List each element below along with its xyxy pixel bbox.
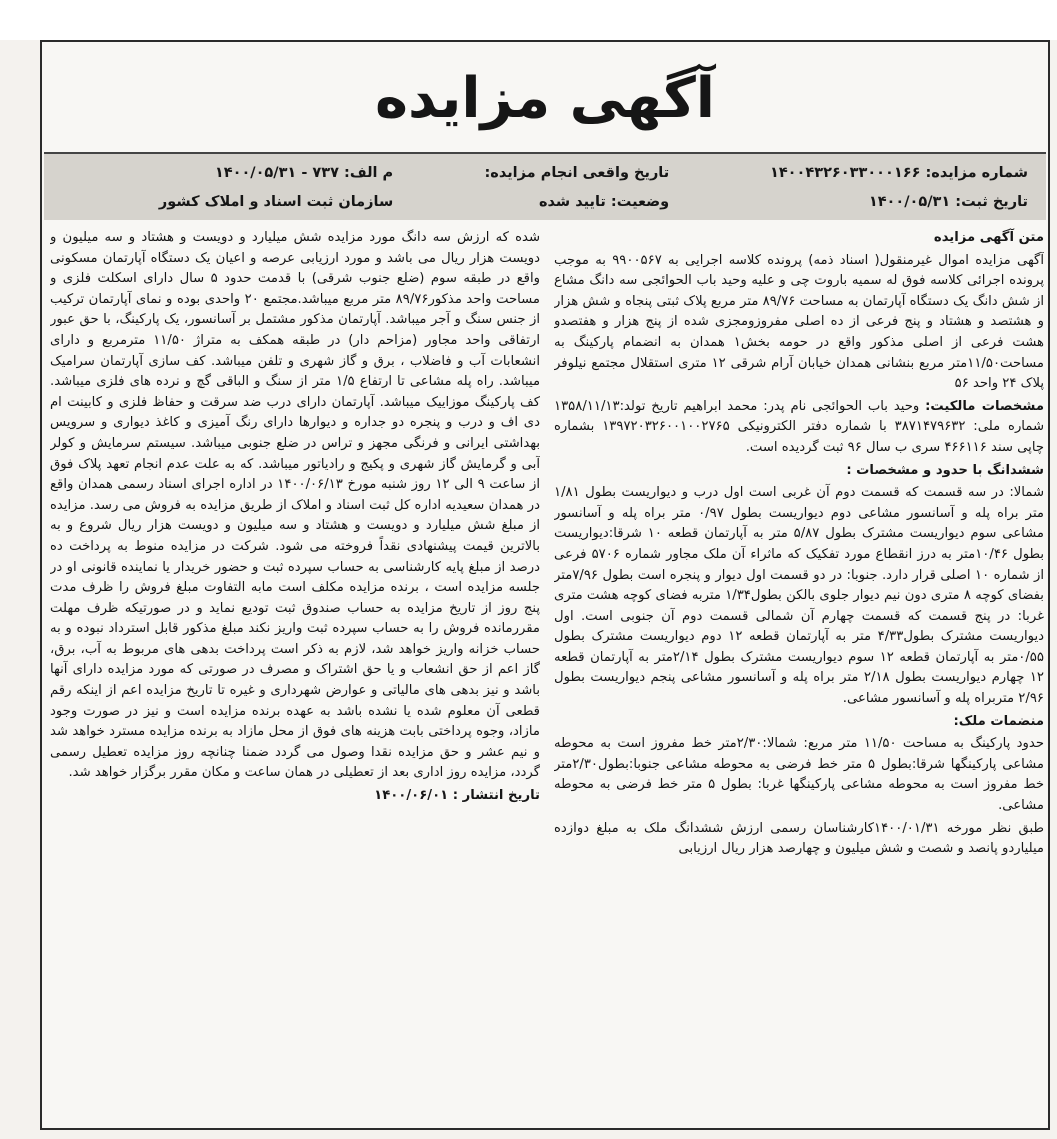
auction-number: شماره مزایده: ۱۴۰۰۴۳۲۶۰۳۳۰۰۰۱۶۶ [769, 164, 1028, 181]
owner-details: وحید باب الحوائجی نام پدر: محمد ابراهیم تاریخ تولد:۱۳۵۸/۱۱/۱۳ شماره ملی: ۳۸۷۱۴۷۹۶۳۲ با شماره دفتر الکترونیکی ۱۳۹۷۲۰۳۲۶۰۰۱۰۰۲۷۶۵ بشماره چاپی سند ۴۶۶۱۱۶ سری ب سال ۹۶ ثبت گردیده است. [554, 398, 1044, 455]
actual-date-label: تاریخ واقعی انجام مزایده: [484, 164, 670, 181]
info-cell-date-status [393, 158, 669, 216]
owner-label: مشخصات مالکیت: [925, 398, 1044, 414]
info-cell-auction [669, 158, 1028, 216]
paragraph-bounds: شمالا: در سه قسمت که قسمت دوم آن غربی است اول درب و دیواریست بطول ۱/۸۱ متر براه پله و آسانسور مشاعی دوم دیواریست بطول ۰/۹۷ متر براه پله و آسانسور مشاعی سوم دیواریست مشترک بطول ۵/۸۷ متر به آپارتمان قطعه ۱۰ شرقا:دیواریست بطول ۱۰/۴۶متر به درز انقطاع مورد تفکیک که ماثراء آن ملک مجاور شماره ۵۷۰۶ فرعی از شماره ۱۰ اصلی قرار دارد. جنوبا: در دو قسمت اول دیوار و پنجره است بطول ۷/۹۶متر بفضای کوچه ۸ متری دون نیم دیوار جلوی بالکن بطول۱/۳۴ متربه فضای کوچه هشت متری غربا: در پنج قسمت که قسمت چهارم آن شمالی قسمت دوم آن جنوبی است. اول دیواریست مشترک بطول۴/۳۳ متر به آپارتمان قطعه ۱۲ دوم دیواریست مشترک بطول ۰/۵۵متر به آپارتمان قطعه ۱۲ سوم دیواریست مشترک بطول ۲/۱۴متر به آپارتمان قطعه ۱۲ چهارم دیواریست بطول ۲/۱۸ متر براه پله و آسانسور مشاعی پنجم دیواریست بطول ۲/۹۶ متربراه پله و آسانسور مشاعی. [554, 485, 1044, 707]
page-title: آگهی مزایده [374, 65, 716, 131]
ref-code: م الف: ۷۳۷ - ۱۴۰۰/۰۵/۳۱ [214, 164, 394, 181]
notice-frame [40, 40, 1050, 1130]
info-band [44, 154, 1046, 220]
paragraph-intro: آگهی مزایده اموال غیرمنقول( اسناد ذمه) پرونده کلاسه اجرایی به ۹۹۰۰۵۶۷ به موجب پرونده اجرائی کلاسه فوق له سمیه باروت چی و علیه وحید باب الحوائجی سه دانگ مشاع از شش دانگ یک دستگاه آپارتمان به مساحت ۸۹/۷۶ متر مربع پلاک ثبتی پنجاه و شش هزار و هشتصد و هشتاد و پنج فرعی از ده اصلی مفروزومجزی شده از پنج هزار و هفتصدو هشت فرعی از اصلی مذکور واقع در حومه بخش۱ همدان به انضمام پارکینگ به مساحت۱۱/۵۰متر مربع بنشانی همدان خیابان آرام شرقی ۱۲ متری استقلال مجتمع نیلوفر پلاک ۲۴ واحد ۵۶ [554, 252, 1044, 392]
left-column [50, 228, 540, 1123]
paragraph-continued: شده که ارزش سه دانگ مورد مزایده شش میلیارد و دویست و هشتاد و سه میلیون و دویست هزار ریال می باشد و مورد ارزیابی عرصه و اعیان یک دستگاه آپارتمان مسکونی واقع در طبقه سوم (ضلع جنوب شرقی) با قدمت حدود ۵ سال دارای اسکلت فلزی و مساحت واحد مذکور۸۹/۷۶ متر مربع میباشد.مجتمع ۲۰ واحدی بوده و نمای آپارتمان ترکیب از جنس سنگ و آجر میباشد. آپارتمان مذکور مشتمل بر آسانسور، یک پارکینگ، با حق عبور ارتفاقی واحد مجاور (مزاحم دار) در طبقه همکف به متراژ ۱۱/۵۰ مترمربع و دارای انشعابات آب و فاضلاب ، برق و گاز شهری و تلفن میباشد. کف سازی آپارتمان سرامیک میباشد. راه پله مشاعی تا ارتفاع ۱/۵ متر از سنگ و الباقی گچ و نرده های فلزی میباشد. کف پارکینگ موزاییک میباشد. آپارتمان دارای درب ضد سرقت و حفاظ فلزی و کابینت ام دی اف و درب و پنجره دو جداره و دیوارها دارای رنگ آمیزی و کاغذ دیواری و سرویس بهداشتی ایرانی و فرنگی مجهز و تراس در ضلع جنوبی میباشد. سیستم سرمایش و کولر آبی و گرمایش گاز شهری و پکیج و رادیاتور میباشد. که به علت عدم انجام تعهد پلاک فوق از ساعت ۹ الی ۱۲ روز شنبه مورخ ۱۴۰۰/۰۶/۱۳ در اداره اجرای اسناد رسمی همدان واقع در همدان سعیدیه اداره کل ثبت اسناد و املاک از طریق مزایده به فروش می رسد. مزایده از مبلغ شش میلیارد و دویست و هشتاد و سه میلیون و دویست هزار ریال شروع و به بالاترین قیمت پیشنهادی نقداً فروخته می شود. شرکت در مزایده منوط به پرداخت ده درصد از مبلغ پایه کارشناسی به حساب سپرده ثبت و حضور خریدار یا نماینده قانونی او در جلسه مزایده است ، برنده مزایده مکلف است مابه التفاوت مبلغ فروش را ظرف مدت پنج روز از تاریخ مزایده به حساب صندوق ثبت تودیع نماید و در صورتیکه ظرف مهلت مقررمانده فروش را به حساب سپرده ثبت واریز نکند مبلغ مذکور قابل استرداد نبوده و به حساب خزانه واریز خواهد شد، لازم به ذکر است پرداخت بدهی های مربوط به آب، برق، گاز اعم از حق انشعاب و یا حق اشتراک و مصرف در صورتی که مورد مزایده دارای آنها باشد و نیز بدهی های مالیاتی و عوارض شهرداری و غیره تا تاریخ مزایده اعم از اینکه رقم قطعی آن معلوم شده یا نشده باشد به عهده برنده مزایده است و نیز در صورت وجود مازاد، وجوه پرداختی بابت هزینه های فوق از محل مازاد به برنده مزایده مسترد خواهد شد و نیم عشر و حق مزایده نقدا وصول می گردد ضمنا چنانچه روز مزایده تعطیل رسمی گردد، مزایده روز اداری بعد از تعطیلی در همان ساعت و مکان مقرر برگزار خواهد شد. [50, 230, 540, 781]
paragraph-valuation: طبق نظر مورخه ۱۴۰۰/۰۱/۳۱کارشناسان رسمی ارزش ششدانگ ملک به مبلغ دوازده میلیاردو پانصد و شصت و شش میلیون و چهارصد هزار ریال ارزیابی [554, 820, 1044, 857]
annex-heading: منضمات ملک: [953, 713, 1044, 729]
info-cell-org [62, 158, 393, 216]
paragraph-owner [554, 397, 1044, 459]
registration-date: تاریخ ثبت: ۱۴۰۰/۰۵/۳۱ [868, 193, 1028, 210]
right-column [554, 228, 1044, 1123]
organization: سازمان ثبت اسناد و املاک کشور [158, 193, 394, 210]
bounds-heading: ششدانگ با حدود و مشخصات : [846, 462, 1044, 478]
notice-body [50, 228, 1044, 1123]
notice-heading: متن آگهی مزایده [933, 230, 1044, 245]
publish-date: تاریخ انتشار : ۱۴۰۰/۰۶/۰۱ [374, 788, 540, 804]
paragraph-parking: حدود پارکینگ به مساحت ۱۱/۵۰ متر مربع: شمالا:۲/۳۰متر خط مفروز است به محوطه مشاعی پارکینگها شرقا:بطول ۵ متر خط فرضی به محوطه مشاعی جنوبا:بطول۲/۳۰متر خط مفروز است به محوطه مشاعی پارکینگها غربا: بطول ۵ متر خط فرضی به محوطه مشاعی. [554, 736, 1044, 814]
top-margin [0, 0, 1057, 40]
status: وضعیت: تایید شده [539, 193, 670, 210]
title-band [44, 44, 1046, 154]
